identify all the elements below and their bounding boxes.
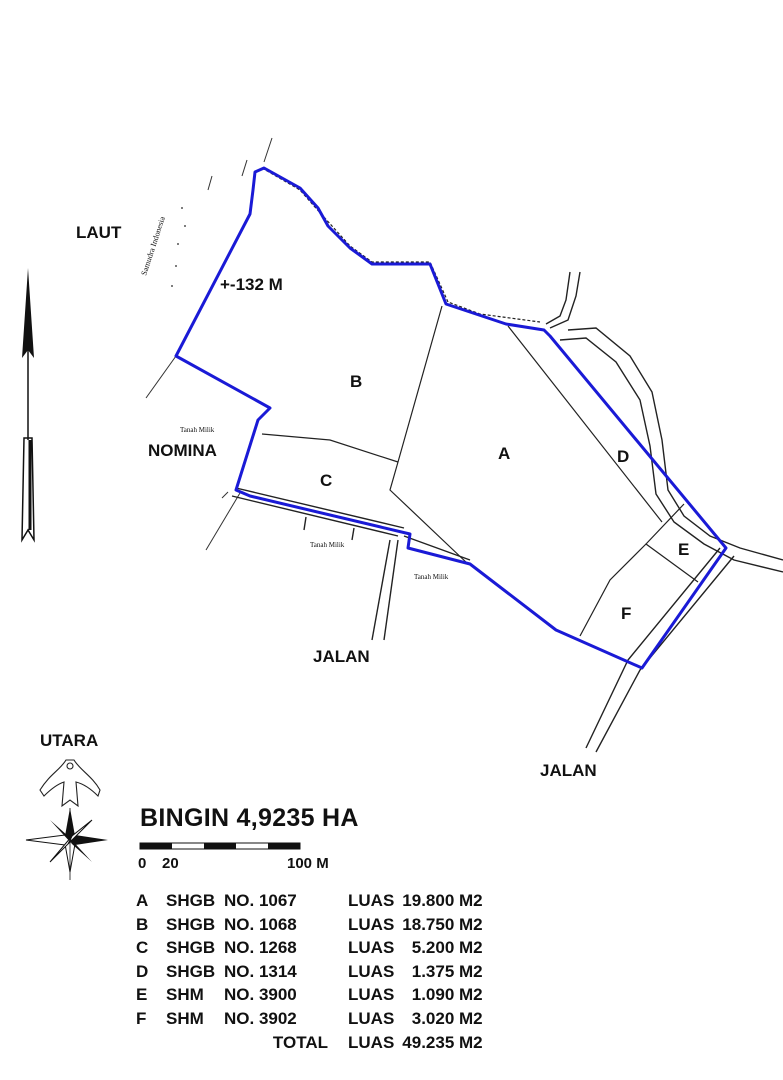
legend-title-type: SHGB: [166, 961, 216, 981]
compass-rose-icon: [26, 808, 108, 880]
parcel-d-label: D: [617, 447, 630, 466]
legend-area-value: 1.375 M2: [411, 961, 483, 981]
label-jalan-2: JALAN: [540, 761, 597, 780]
north-label: UTARA: [40, 731, 99, 750]
label-samudra: Samudra Indonesia: [139, 215, 167, 277]
parcel-e-label: E: [678, 540, 690, 559]
legend-luas-label: LUAS: [348, 914, 395, 934]
legend-certificate-no: NO. 1268: [224, 938, 297, 958]
legend-title-type: SHM: [166, 985, 204, 1005]
legend-row: [136, 983, 483, 1007]
label-tanah-milik-1: Tanah Milik: [180, 426, 215, 434]
legend-luas-label: LUAS: [348, 961, 395, 981]
label-dimension: +-132 M: [220, 275, 283, 294]
legend-title-type: SHGB: [166, 938, 216, 958]
parcel-a-label: A: [498, 444, 511, 463]
north-arrow-icon: [22, 268, 34, 540]
legend-parcel-letter: A: [136, 891, 149, 910]
legend-total-row: [136, 1031, 483, 1055]
scale-start-label: 0: [138, 855, 147, 872]
scale-mid-label: 20: [162, 855, 179, 872]
legend-luas-label: LUAS: [348, 1008, 395, 1028]
legend-parcel-letter: F: [136, 1008, 147, 1028]
label-tanah-milik-2: Tanah Milik: [310, 541, 345, 549]
parcel-b-label: B: [350, 372, 363, 391]
legend-certificate-no: NO. 1067: [224, 891, 297, 910]
legend-luas-label: LUAS: [348, 985, 395, 1005]
legend-parcel-letter: D: [136, 961, 149, 981]
legend-area-value: 18.750 M2: [402, 914, 483, 934]
parcel-c-label: C: [320, 471, 333, 490]
legend-luas-label: LUAS: [348, 891, 395, 910]
legend-area-value: 3.020 M2: [411, 1008, 483, 1028]
legend-row: [136, 960, 483, 984]
legend-title-type: SHGB: [166, 914, 216, 934]
coastline-dots: [171, 207, 186, 287]
legend-certificate-no: NO. 1068: [224, 914, 297, 934]
legend-title-type: SHGB: [166, 891, 216, 910]
legend-parcel-letter: C: [136, 938, 149, 958]
legend-title-type: SHM: [166, 1008, 204, 1028]
legend-area-value: 19.800 M2: [402, 891, 483, 910]
legend-total-label: TOTAL: [272, 1032, 328, 1052]
legend-certificate-no: NO. 1314: [224, 961, 297, 981]
scale-end-label: 100 M: [287, 855, 329, 872]
legend-luas-label: LUAS: [348, 938, 395, 958]
parcel-f-label: F: [621, 604, 632, 623]
label-jalan-1: JALAN: [313, 647, 370, 666]
legend-certificate-no: NO. 3902: [224, 1008, 297, 1028]
legend-certificate-no: NO. 3900: [224, 985, 297, 1005]
legend-row: [136, 889, 483, 913]
legend-total-area: 49.235 M2: [402, 1032, 483, 1052]
scale-bar: [140, 843, 300, 849]
legend-row: [136, 1007, 483, 1031]
label-laut: LAUT: [76, 223, 122, 242]
map-title: BINGIN 4,9235 HA: [140, 804, 359, 832]
parcel-legend: [136, 889, 483, 1054]
legend-total-luas: LUAS: [348, 1032, 395, 1052]
label-tanah-milik-3: Tanah Milik: [414, 573, 449, 581]
legend-area-value: 5.200 M2: [411, 938, 483, 958]
legend-parcel-letter: E: [136, 985, 148, 1005]
legend-row: [136, 936, 483, 960]
legend-parcel-letter: B: [136, 914, 149, 934]
label-nomina: NOMINA: [148, 441, 217, 460]
legend-area-value: 1.090 M2: [411, 985, 483, 1005]
bird-emblem-icon: [40, 760, 100, 806]
legend-row: [136, 913, 483, 937]
